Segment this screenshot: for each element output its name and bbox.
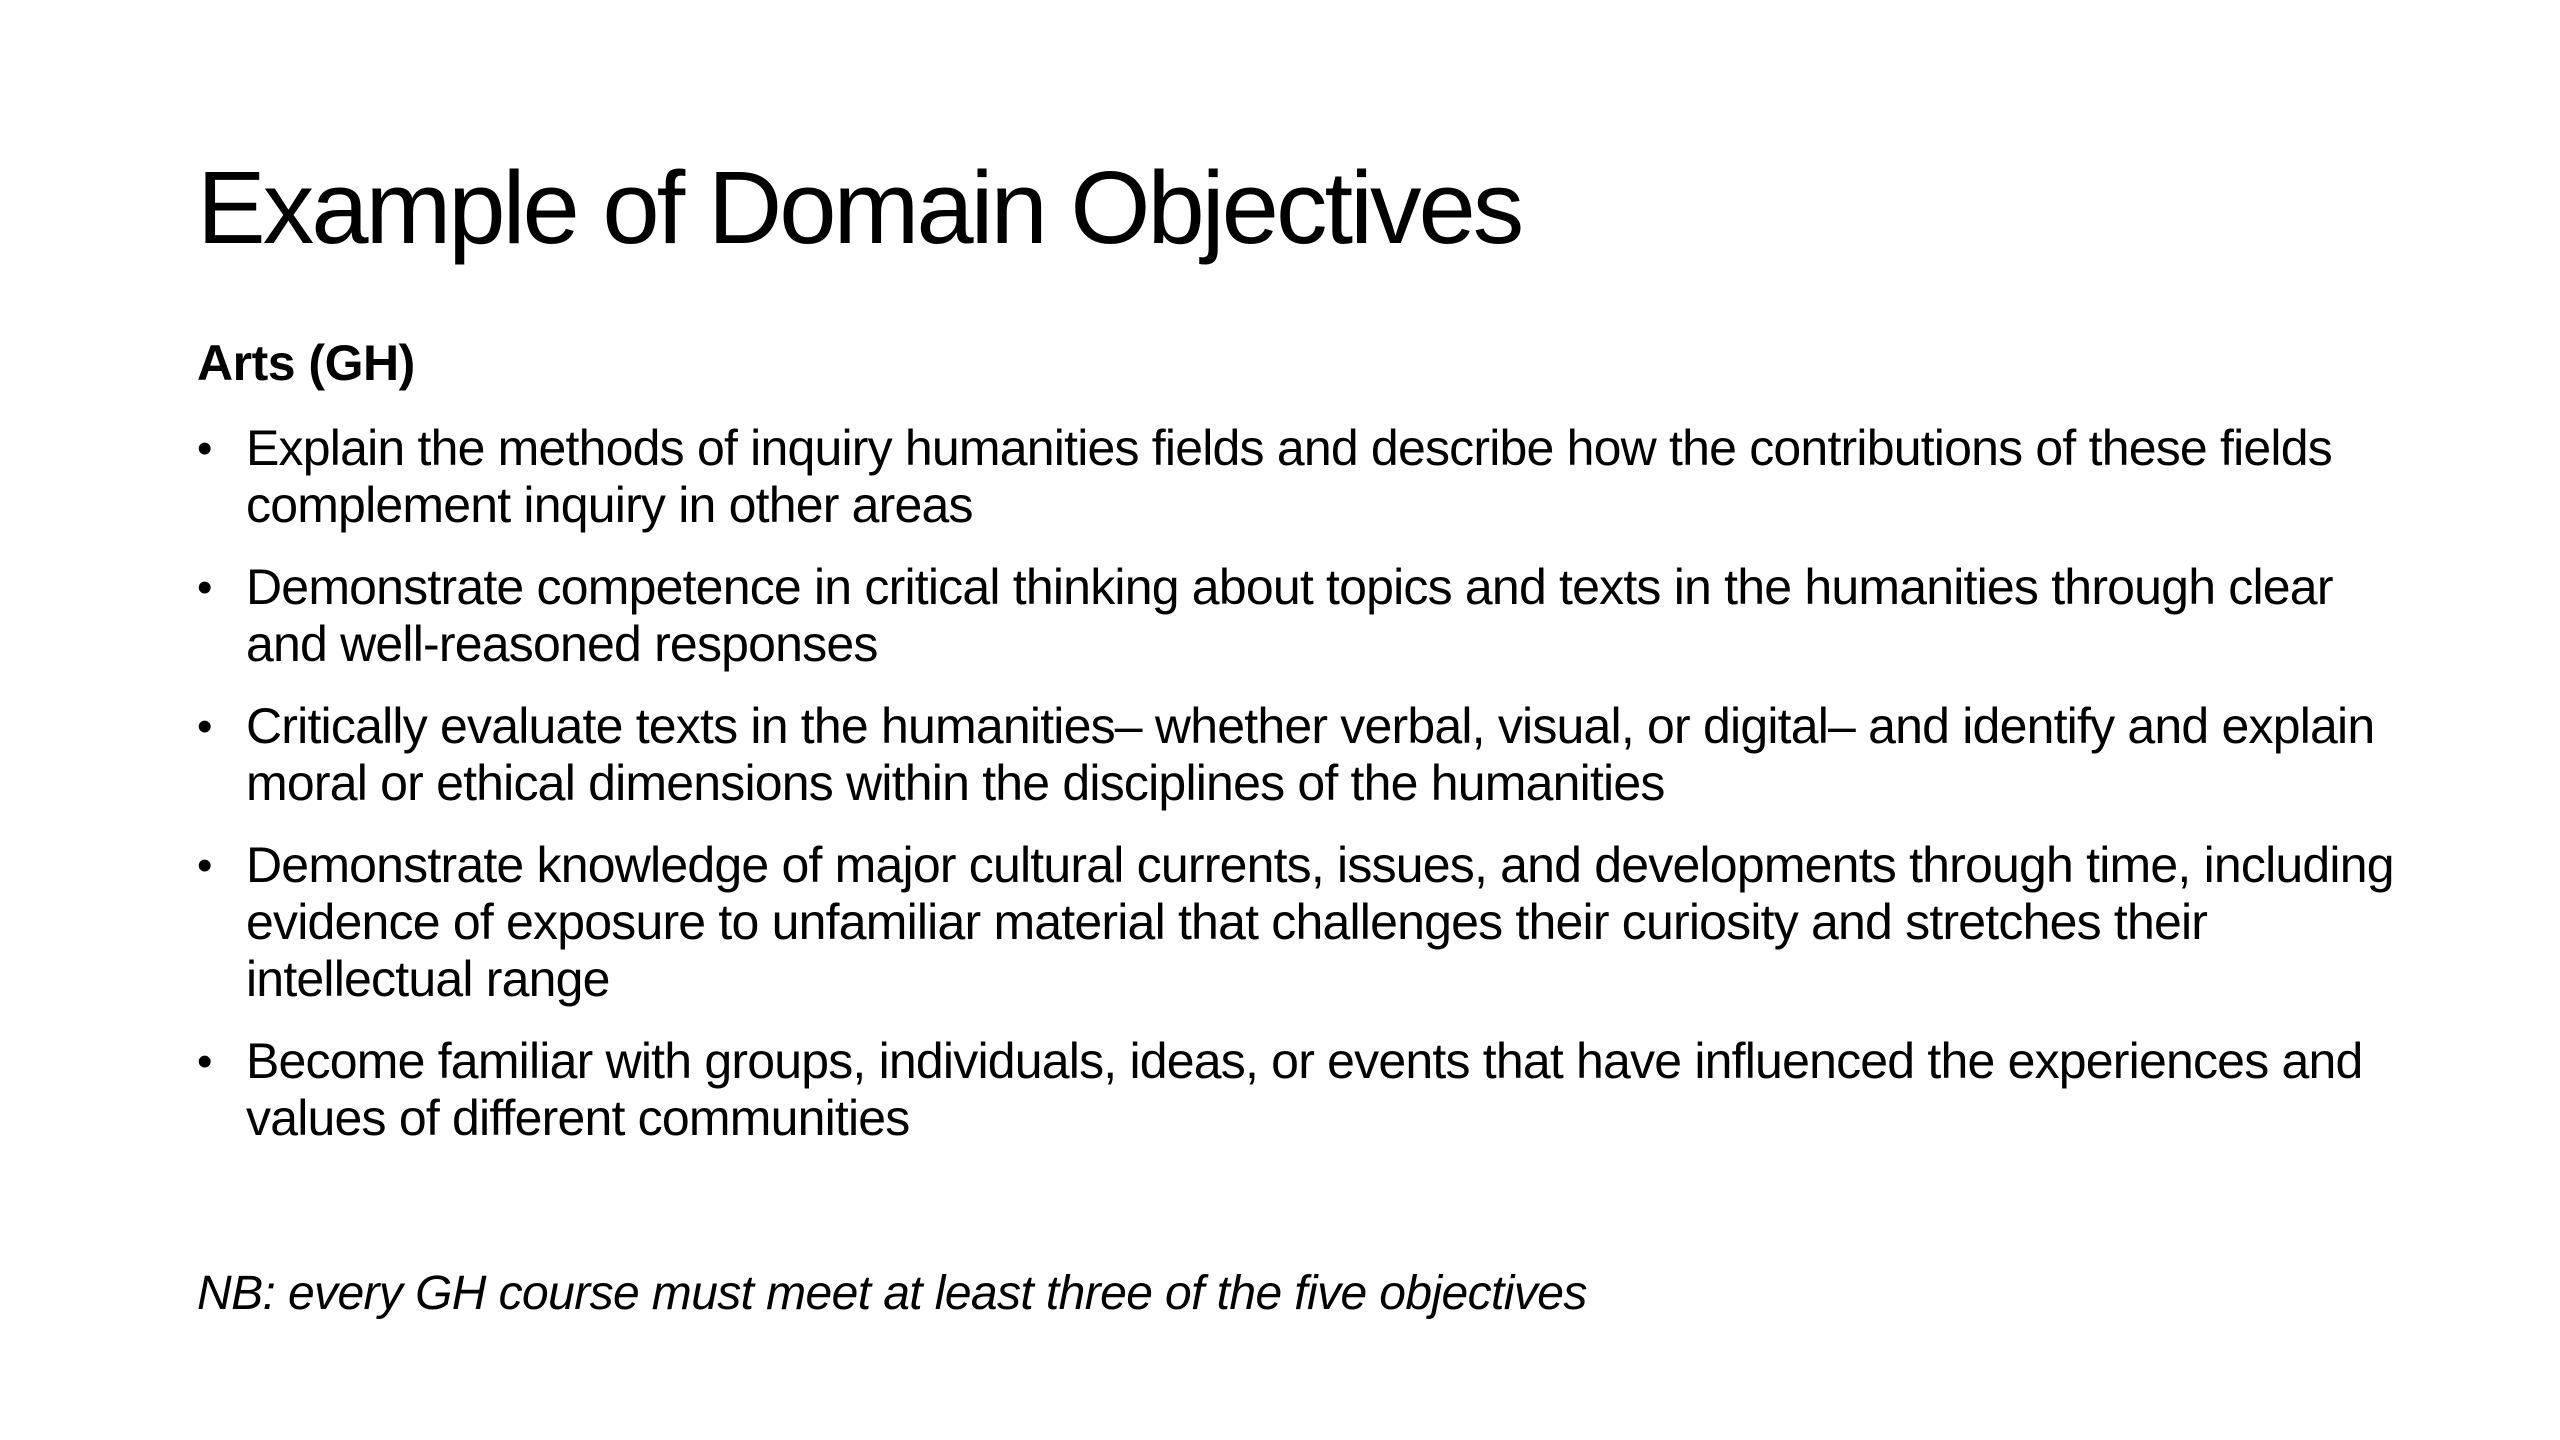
bullet-icon: • [197,563,212,612]
footnote: NB: every GH course must meet at least three of the five objectives [197,1267,1587,1320]
objective-item [197,420,2417,534]
bullet-icon: • [197,1037,212,1086]
bullet-icon: • [197,424,212,473]
slide-title: Example of Domain Objectives [197,150,1522,265]
objective-text: Become familiar with groups, individuals, ideas, or events that have influenced the experiences and values of different communities [246,1033,2363,1146]
bullet-icon: • [197,702,212,751]
section-heading: Arts (GH) [197,335,415,391]
objective-text: Demonstrate knowledge of major cultural currents, issues, and developments through time, including evidence of exposure to unfamiliar material that challenges their curiosity and stretches their intellectual range [246,837,2394,1007]
objective-text: Explain the methods of inquiry humanities fields and describe how the contributions of these fields complement inquiry in other areas [246,420,2332,533]
objective-text: Demonstrate competence in critical thinking about topics and texts in the humanities through clear and well-reasoned responses [246,559,2333,672]
objective-item [197,559,2417,673]
objective-item [197,1033,2417,1147]
objectives-list [197,420,2417,1172]
objective-item [197,698,2417,812]
bullet-icon: • [197,841,212,890]
objective-item [197,837,2417,1008]
objective-text: Critically evaluate texts in the humanities– whether verbal, visual, or digital– and identify and explain moral or ethical dimensions within the disciplines of the humanities [246,698,2375,811]
